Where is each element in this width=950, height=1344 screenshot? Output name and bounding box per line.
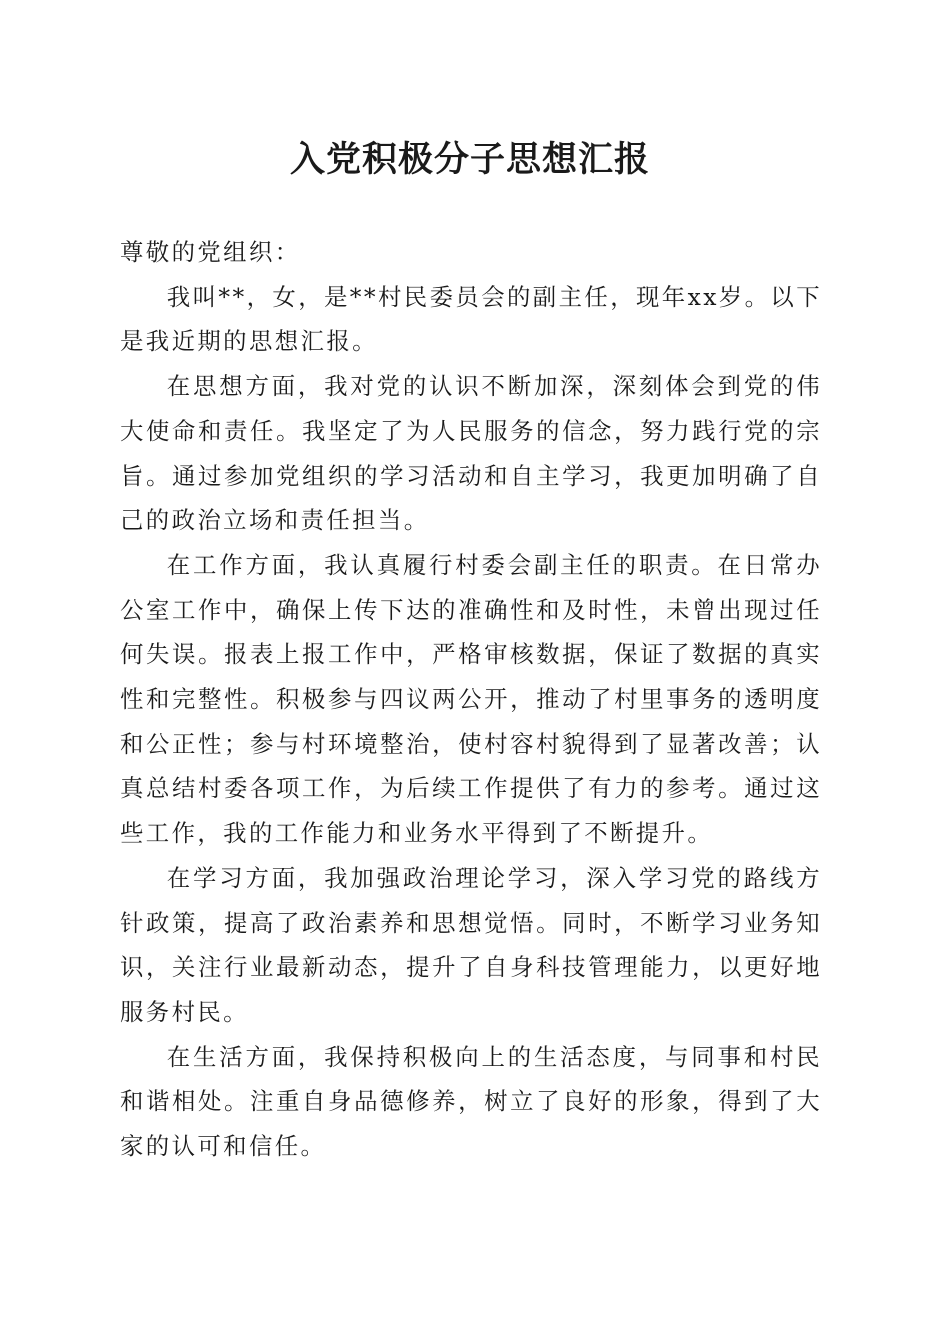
paragraph-work: 在工作方面，我认真履行村委会副主任的职责。在日常办公室工作中，确保上传下达的准确性和及时性，未曾出现过任何失误。报表上报工作中，严格审核数据，保证了数据的真实性和完整性。积极参与四议两公开，推动了村里事务的透明度和公正性；参与村环境整治，使村容村貌得到了显著改善；认真总结村委各项工作，为后续工作提供了有力的参考。通过这些工作，我的工作能力和业务水平得到了不断提升。 xyxy=(120,550,822,848)
salutation: 尊敬的党组织： xyxy=(120,238,301,266)
paragraph-thought: 在思想方面，我对党的认识不断加深，深刻体会到党的伟大使命和责任。我坚定了为人民服务的信念，努力践行党的宗旨。通过参加党组织的学习活动和自主学习，我更加明确了自己的政治立场和责任担当。 xyxy=(120,372,822,535)
paragraph-study: 在学习方面，我加强政治理论学习，深入学习党的路线方针政策，提高了政治素养和思想觉悟。同时，不断学习业务知识，关注行业最新动态，提升了自身科技管理能力，以更好地服务村民。 xyxy=(120,863,822,1026)
paragraph-intro: 我叫**，女，是**村民委员会的副主任，现年xx岁。以下是我近期的思想汇报。 xyxy=(120,282,822,356)
document-body xyxy=(120,230,822,1169)
paragraph-life: 在生活方面，我保持积极向上的生活态度，与同事和村民和谐相处。注重自身品德修养，树立了良好的形象，得到了大家的认可和信任。 xyxy=(120,1042,822,1161)
document-title: 入党积极分子思想汇报 xyxy=(289,140,650,180)
